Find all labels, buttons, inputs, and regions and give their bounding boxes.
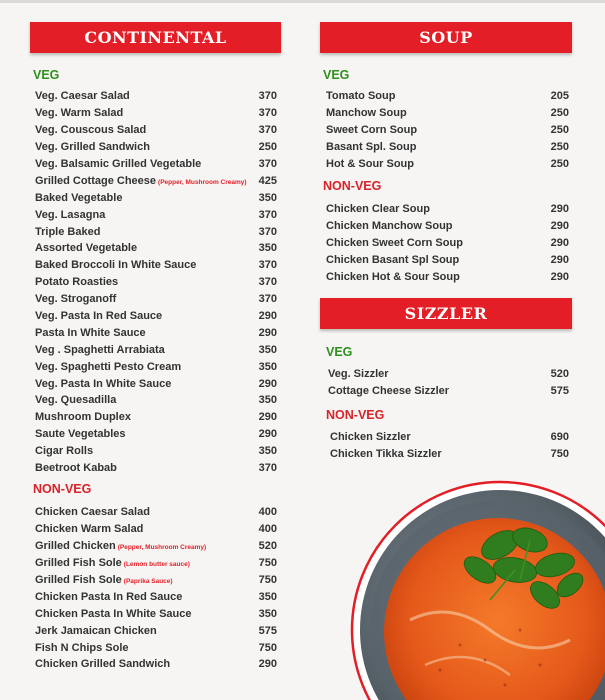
continental-veg-item-label: [35, 124, 247, 136]
continental-nonveg-item-note: (Paprika Sauce): [123, 578, 173, 585]
menu-item: [35, 555, 277, 572]
sizzler-nonveg-heading: NON-VEG: [326, 408, 385, 422]
continental-veg-item-price: 290: [258, 428, 277, 441]
continental-nonveg-item-price: 750: [258, 557, 277, 570]
continental-nonveg-item-name: Grilled Fish Sole: [35, 557, 122, 570]
continental-veg-item-name: Veg. Pasta In White Sauce: [35, 377, 172, 390]
continental-veg-item-label: [35, 327, 247, 339]
soup-nonveg-item-label: [326, 237, 539, 249]
menu-item: [326, 139, 569, 156]
continental-veg-item-name: Pasta In White Sauce: [35, 326, 146, 339]
soup-veg-item-label: [326, 141, 539, 153]
soup-nonveg-item-price: 290: [550, 203, 569, 216]
continental-nonveg-item-price: 350: [258, 590, 277, 603]
soup-nonveg-item-name: Chicken Basant Spl Soup: [326, 254, 460, 267]
menu-item: [35, 443, 277, 460]
continental-veg-item-price: 250: [258, 141, 277, 154]
soup-nonveg-item-name: Chicken Manchow Soup: [326, 220, 453, 233]
continental-veg-item-label: [35, 394, 247, 406]
sizzler-nonveg-item-label: [330, 448, 539, 460]
continental-veg-item-price: 350: [258, 191, 277, 204]
continental-nonveg-heading: NON-VEG: [33, 482, 92, 496]
soup-veg-item-price: 250: [550, 158, 569, 170]
continental-veg-item-name: Saute Vegetables: [35, 428, 126, 441]
menu-item: [35, 358, 277, 375]
soup-veg-heading: VEG: [323, 68, 350, 82]
soup-veg-item-price: 250: [550, 107, 569, 120]
continental-veg-item-name: Veg. Warm Salad: [35, 107, 124, 120]
continental-veg-item-name: Baked Vegetable: [35, 191, 123, 204]
continental-veg-heading: VEG: [33, 68, 60, 82]
menu-item: [35, 308, 277, 325]
soup-veg-list: [326, 88, 569, 172]
soup-nonveg-heading: NON-VEG: [323, 179, 382, 193]
menu-item: [35, 324, 277, 341]
continental-veg-item-price: 370: [258, 208, 277, 221]
sizzler-nonveg-item-name: Chicken Tikka Sizzler: [330, 448, 442, 461]
continental-nonveg-item-label: [35, 523, 247, 535]
soup-nonveg-list: [326, 201, 569, 285]
continental-veg-item-name: Veg. Caesar Salad: [35, 90, 130, 103]
continental-veg-item-name: Assorted Vegetable: [35, 242, 138, 255]
continental-veg-item-label: [35, 428, 247, 440]
menu-item: [35, 88, 277, 105]
continental-veg-item-label: [35, 276, 247, 288]
sizzler-veg-item-price: 520: [550, 368, 569, 381]
continental-nonveg-item-name: Chicken Pasta In White Sauce: [35, 607, 192, 620]
menu-item: [326, 201, 569, 218]
sizzler-nonveg-item-price: 750: [550, 448, 569, 461]
menu-item: [35, 240, 277, 257]
continental-veg-item-label: [35, 90, 247, 102]
continental-nonveg-item-label: [35, 591, 247, 603]
menu-item: [35, 605, 277, 622]
menu-item: [35, 156, 277, 173]
continental-nonveg-item-label: [35, 557, 247, 569]
continental-veg-item-price: 290: [258, 326, 277, 339]
sizzler-veg-item-label: [328, 385, 539, 397]
menu-item: [35, 622, 277, 639]
continental-nonveg-item-name: Jerk Jamaican Chicken: [35, 624, 157, 637]
soup-veg-item-name: Manchow Soup: [326, 107, 407, 120]
menu-item: [35, 274, 277, 291]
menu-item: [326, 269, 569, 286]
sizzler-veg-item-name: Cottage Cheese Sizzler: [328, 385, 450, 398]
continental-veg-item-label: [35, 310, 247, 322]
menu-item: [35, 572, 277, 589]
continental-veg-list: [35, 88, 277, 476]
continental-veg-item-label: [35, 411, 247, 423]
continental-veg-item-name: Veg. Spaghetti Pesto Cream: [35, 360, 182, 373]
menu-item: [35, 223, 277, 240]
continental-nonveg-item-label: [35, 540, 247, 552]
continental-nonveg-item-note: (Lemon butter sauce): [123, 561, 190, 569]
sizzler-nonveg-list: [330, 429, 569, 463]
continental-veg-item-name: Veg. Stroganoff: [35, 293, 117, 306]
soup-bowl-photo: [340, 470, 605, 700]
menu-item: [35, 139, 277, 156]
continental-veg-item-name: Veg. Grilled Sandwich: [35, 141, 150, 154]
soup-veg-item-name: Sweet Corn Soup: [326, 124, 418, 137]
continental-veg-item-label: [35, 293, 247, 305]
tomato-soup-bowl-icon: [340, 470, 605, 700]
soup-banner: SOUP: [320, 22, 572, 53]
menu-item: [35, 172, 277, 189]
continental-nonveg-item-name: Chicken Grilled Sandwich: [35, 658, 171, 671]
continental-veg-item-price: 370: [258, 124, 277, 137]
continental-veg-item-name: Cigar Rolls: [35, 445, 94, 458]
continental-nonveg-item-price: 750: [258, 641, 277, 654]
continental-nonveg-item-name: Grilled Fish Sole: [35, 574, 122, 586]
menu-item: [326, 252, 569, 269]
continental-veg-item-name: Baked Broccoli In White Sauce: [35, 259, 197, 272]
continental-veg-item-price: 350: [258, 445, 277, 458]
soup-veg-item-name: Tomato Soup: [326, 90, 396, 103]
sizzler-veg-list: [328, 366, 569, 400]
continental-nonveg-item-label: [35, 658, 247, 670]
menu-item: [328, 366, 569, 383]
soup-veg-item-price: 250: [550, 141, 569, 154]
soup-nonveg-item-label: [326, 271, 539, 283]
soup-veg-item-label: [326, 107, 539, 119]
menu-item: [35, 341, 277, 358]
sizzler-veg-item-price: 575: [550, 385, 569, 398]
menu-item: [35, 392, 277, 409]
soup-nonveg-item-name: Chicken Clear Soup: [326, 203, 430, 216]
menu-item: [35, 639, 277, 656]
continental-nonveg-item-name: Chicken Pasta In Red Sauce: [35, 590, 183, 603]
soup-nonveg-item-price: 290: [550, 237, 569, 250]
menu-item: [35, 189, 277, 206]
continental-banner: CONTINENTAL: [30, 22, 281, 53]
soup-nonveg-item-price: 290: [550, 220, 569, 233]
continental-nonveg-item-price: 400: [258, 506, 277, 519]
continental-veg-item-price: 370: [258, 90, 277, 103]
continental-veg-item-name: Veg. Lasagna: [35, 208, 106, 221]
sizzler-nonveg-item-name: Chicken Sizzler: [330, 431, 411, 444]
sizzler-nonveg-item-price: 690: [550, 431, 569, 444]
continental-veg-item-name: Veg. Balsamic Grilled Vegetable: [35, 158, 202, 170]
continental-veg-item-name: Veg. Couscous Salad: [35, 124, 147, 137]
continental-veg-item-price: 425: [258, 174, 277, 187]
continental-veg-item-label: [35, 344, 247, 356]
continental-veg-item-label: [35, 158, 247, 170]
continental-nonveg-item-label: [35, 506, 247, 518]
continental-veg-item-price: 370: [258, 259, 277, 272]
continental-veg-item-price: 370: [258, 225, 277, 238]
soup-veg-item-price: 205: [550, 90, 569, 103]
continental-veg-item-price: 290: [258, 377, 277, 390]
menu-item: [35, 206, 277, 223]
menu-item: [35, 460, 277, 477]
menu-item: [35, 521, 277, 538]
menu-item: [35, 291, 277, 308]
continental-nonveg-item-price: 400: [258, 523, 277, 536]
soup-veg-item-name: Basant Spl. Soup: [326, 141, 417, 154]
menu-item: [35, 538, 277, 555]
menu-item: [35, 257, 277, 274]
continental-veg-item-name: Veg . Spaghetti Arrabiata: [35, 343, 165, 356]
continental-veg-item-label: [35, 107, 247, 119]
menu-item: [35, 656, 277, 673]
continental-veg-item-name: Veg. Quesadilla: [35, 394, 117, 407]
continental-nonveg-item-name: Grilled Chicken: [35, 540, 116, 553]
continental-veg-item-label: [35, 175, 247, 187]
menu-item: [326, 218, 569, 235]
continental-veg-item-price: 290: [258, 411, 277, 424]
continental-nonveg-item-label: [35, 608, 247, 620]
continental-veg-item-name: Veg. Pasta In Red Sauce: [35, 310, 163, 323]
menu-item: [35, 105, 277, 122]
menu-item: [328, 383, 569, 400]
menu-item: [35, 504, 277, 521]
sizzler-veg-item-name: Veg. Sizzler: [328, 368, 389, 381]
menu-item: [35, 409, 277, 426]
continental-veg-item-price: 370: [258, 158, 277, 170]
continental-veg-item-price: 370: [258, 276, 277, 289]
continental-veg-item-label: [35, 361, 247, 373]
menu-item: [35, 375, 277, 392]
menu-item: [326, 235, 569, 252]
sizzler-veg-item-label: [328, 368, 539, 380]
soup-veg-item-label: [326, 158, 539, 170]
menu-item: [330, 429, 569, 446]
continental-nonveg-item-price: 575: [258, 624, 277, 637]
continental-veg-item-label: [35, 462, 247, 474]
menu-item: [35, 122, 277, 139]
continental-veg-item-label: [35, 192, 247, 204]
continental-veg-item-price: 370: [258, 107, 277, 120]
continental-veg-item-label: [35, 226, 247, 238]
continental-veg-item-label: [35, 378, 247, 390]
menu-item: [326, 105, 569, 122]
menu-item: [326, 156, 569, 173]
soup-nonveg-item-price: 290: [550, 254, 569, 267]
menu-item: [35, 588, 277, 605]
continental-nonveg-item-note: (Pepper, Mushroom Creamy): [117, 544, 207, 552]
continental-veg-item-price: 370: [258, 462, 277, 475]
continental-veg-item-price: 350: [258, 343, 277, 356]
soup-veg-item-label: [326, 124, 539, 136]
continental-veg-item-price: 350: [258, 242, 277, 255]
continental-veg-item-name: Grilled Cottage Cheese: [35, 174, 157, 187]
continental-veg-item-name: Mushroom Duplex: [35, 411, 131, 424]
soup-nonveg-item-label: [326, 203, 539, 215]
soup-veg-item-price: 250: [550, 124, 569, 137]
continental-veg-item-price: 350: [258, 394, 277, 407]
sizzler-nonveg-item-label: [330, 431, 539, 443]
continental-nonveg-item-price: 350: [258, 607, 277, 620]
continental-veg-item-note: (Pepper, Mushroom Creamy): [158, 178, 247, 186]
soup-nonveg-item-price: 290: [550, 271, 569, 283]
continental-veg-item-label: [35, 445, 247, 457]
top-rule: [0, 0, 605, 3]
continental-veg-item-price: 370: [258, 293, 277, 306]
continental-nonveg-item-price: 750: [258, 574, 277, 586]
continental-nonveg-item-name: Chicken Caesar Salad: [35, 506, 150, 519]
continental-nonveg-item-price: 520: [258, 540, 277, 553]
continental-nonveg-item-label: [35, 625, 247, 637]
continental-veg-item-label: [35, 209, 247, 221]
menu-item: [35, 426, 277, 443]
sizzler-veg-heading: VEG: [326, 345, 353, 359]
soup-nonveg-item-label: [326, 254, 539, 266]
soup-veg-item-label: [326, 90, 539, 102]
continental-nonveg-item-name: Fish N Chips Sole: [35, 641, 129, 654]
sizzler-banner: SIZZLER: [320, 298, 572, 329]
continental-veg-item-price: 350: [258, 360, 277, 373]
soup-nonveg-item-label: [326, 220, 539, 232]
continental-veg-item-price: 290: [258, 310, 277, 323]
menu-item: [326, 122, 569, 139]
continental-nonveg-item-label: [35, 574, 247, 586]
continental-nonveg-item-price: 290: [258, 658, 277, 671]
continental-nonveg-list: [35, 504, 277, 673]
continental-veg-item-name: Triple Baked: [35, 225, 101, 238]
continental-veg-item-name: Beetroot Kabab: [35, 462, 117, 475]
menu-item: [326, 88, 569, 105]
soup-nonveg-item-name: Chicken Hot & Sour Soup: [326, 271, 460, 283]
continental-veg-item-name: Potato Roasties: [35, 276, 119, 289]
menu-item: [330, 446, 569, 463]
continental-veg-item-label: [35, 242, 247, 254]
continental-nonveg-item-name: Chicken Warm Salad: [35, 523, 144, 536]
continental-veg-item-label: [35, 141, 247, 153]
continental-veg-item-label: [35, 259, 247, 271]
soup-veg-item-name: Hot & Sour Soup: [326, 158, 414, 170]
continental-nonveg-item-label: [35, 642, 247, 654]
soup-nonveg-item-name: Chicken Sweet Corn Soup: [326, 237, 463, 250]
